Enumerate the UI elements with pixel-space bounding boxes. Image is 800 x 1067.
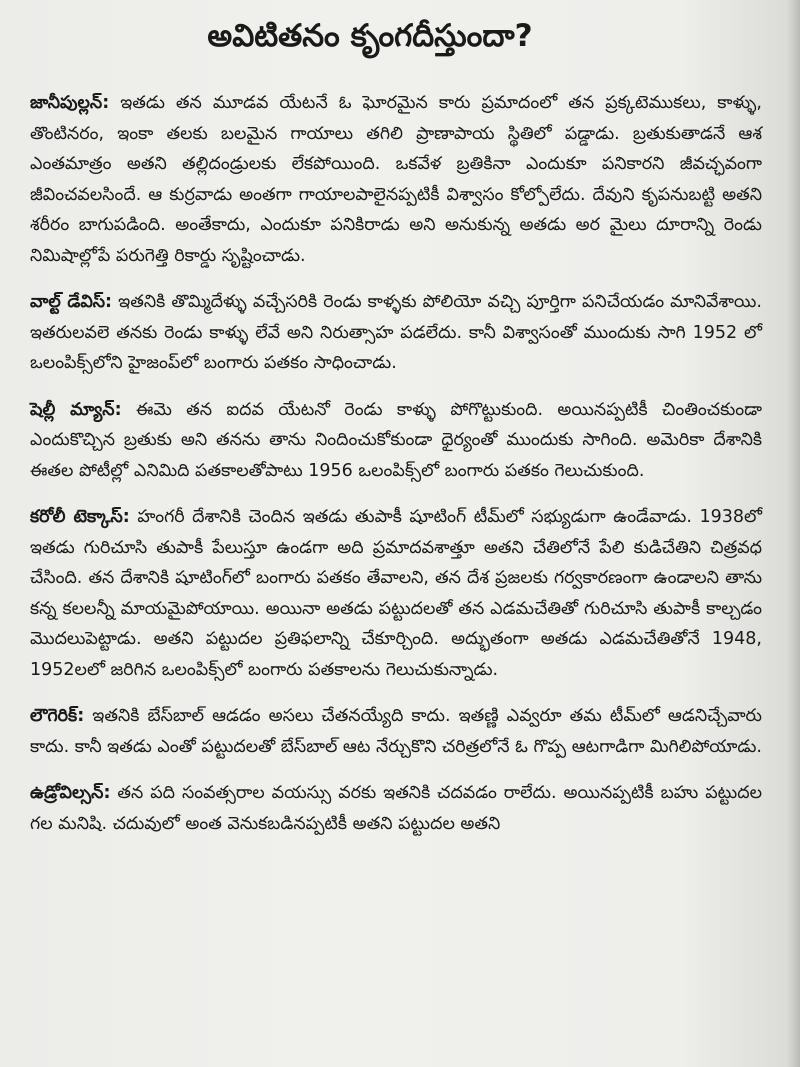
entry-woodrow-wilson bbox=[30, 778, 762, 839]
entry-name: ఉడ్రోవిల్సన్: bbox=[30, 783, 111, 803]
entry-shelley-mann bbox=[30, 395, 762, 487]
entry-text: తన పది సంవత్సరాల వయస్సు వరకు ఇతనికి చదవడం రాలేదు. అయినప్పటికీ బహు పట్టుదల గల మనిషి. చదువులో అంత వెనుకబడినప్పటికీ అతని పట్టుదల అతని bbox=[30, 783, 762, 834]
entry-text: ఇతనికి తొమ్మిదేళ్ళు వచ్చేసరికి రెండు కాళ్ళకు పోలియో వచ్చి పూర్తిగా పనిచేయడం మానివేశాయి. ఇతరులవలె తనకు రెండు కాళ్ళు లేవే అని నిరుత్సాహ పడలేదు. కానీ విశ్వాసంతో ముందుకు సాగి 1952 లో ఒలంపిక్స్‌లోని హైజంప్‌లో బంగారు పతకం సాధించాడు. bbox=[30, 292, 762, 373]
entry-name: కరోలీ టెక్కాస్: bbox=[30, 507, 130, 527]
entry-name: జానీపుల్లన్: bbox=[30, 93, 110, 113]
page-edge-shadow bbox=[786, 0, 800, 1067]
entry-karoly-takacs bbox=[30, 502, 762, 685]
entry-johnny-pullan bbox=[30, 88, 762, 271]
entry-name: వాల్ట్ డేవిస్: bbox=[30, 292, 113, 312]
entry-walt-davis bbox=[30, 287, 762, 379]
entry-text: హంగరీ దేశానికి చెందిన ఇతడు తుపాకీ షూటింగ్ టీమ్‌లో సభ్యుడుగా ఉండేవాడు. 1938లో ఇతడు గురిచూసి తుపాకీ పేలుస్తూ ఉండగా అది ప్రమాదవశాత్తూ అతని చేతిలోనే పేలి కుడిచేతిని చిత్రవధ చేసింది. తన దేశానికి షూటింగ్‌లో బంగారు పతకం తేవాలని, తన దేశ ప్రజలకు గర్వకారణంగా ఉండాలని తాను కన్న కలలన్నీ మాయమైపోయాయి. అయినా అతడు పట్టుదలతో తన ఎడమచేతితో గురిచూసి తుపాకీ కాల్చడం మొదలుపెట్టాడు. అతని పట్టుదల ప్రతిఫలాన్ని చేకూర్చింది. అద్భుతంగా అతడు ఎడమచేతితోనే 1948, 1952లలో జరిగిన ఒలంపిక్స్‌లో బంగారు పతకాలను గెలుచుకున్నాడు. bbox=[30, 507, 762, 680]
entry-name: లౌగెరిక్: bbox=[30, 706, 85, 726]
entries-list bbox=[30, 88, 762, 855]
entry-text: ఇతడు తన మూడవ యేటనే ఓ ఘోరమైన కారు ప్రమాదంలో తన ప్రక్కటెముకలు, కాళ్ళు, తొంటినరం, ఇంకా తలకు బలమైన గాయాలు తగిలి ప్రాణాపాయ స్థితిలో పడ్డాడు. బ్రతుకుతాడనే ఆశ ఎంతమాత్రం అతని తల్లిదండ్రులకు లేకపోయింది. ఒకవేళ బ్రతికినా ఎందుకూ పనికారని జీవచ్ఛవంగా జీవించవలసిందే. ఆ కుర్రవాడు అంతగా గాయాలపాలైనప్పటికీ విశ్వాసం కోల్పోలేదు. దేవుని కృపనుబట్టి అతని శరీరం బాగుపడింది. అంతేకాదు, ఎందుకూ పనికిరాడు అని అనుకున్న అతడు అర మైలు దూరాన్ని రెండు నిమిషాల్లోపే పరుగెత్తి రికార్డు సృష్టించాడు. bbox=[30, 93, 762, 266]
entry-text: ఈమె తన ఐదవ యేటనో రెండు కాళ్ళు పోగొట్టుకుంది. అయినప్పటికీ చింతించకుండా ఎందుకొచ్చిన బ్రతుకు అని తనను తాను నిందించుకోకుండా ధైర్యంతో ముందుకు సాగింది. అమెరికా దేశానికి ఈతల పోటీల్లో ఎనిమిది పతకాలతోపాటు 1956 ఒలంపిక్స్‌లో బంగారు పతకం గెలుచుకుంది. bbox=[30, 399, 762, 481]
entry-name: షెల్లీ మ్యాన్: bbox=[30, 399, 122, 420]
entry-lou-gehrig bbox=[30, 701, 762, 762]
page-title: అవిటితనం కృంగదీస్తుందా? bbox=[207, 18, 533, 54]
entry-text: ఇతనికి బేస్‌బాల్ ఆడడం అసలు చేతనయ్యేది కాదు. ఇతణ్ణి ఎవ్వరూ తమ టీమ్‌లో ఆడనిచ్చేవారు కాదు. కానీ ఇతడు ఎంతో పట్టుదలతో బేస్‌బాల్ ఆట నేర్చుకొని చరిత్రలోనే ఓ గొప్ప ఆటగాడిగా మిగిలిపోయాడు. bbox=[30, 706, 762, 757]
